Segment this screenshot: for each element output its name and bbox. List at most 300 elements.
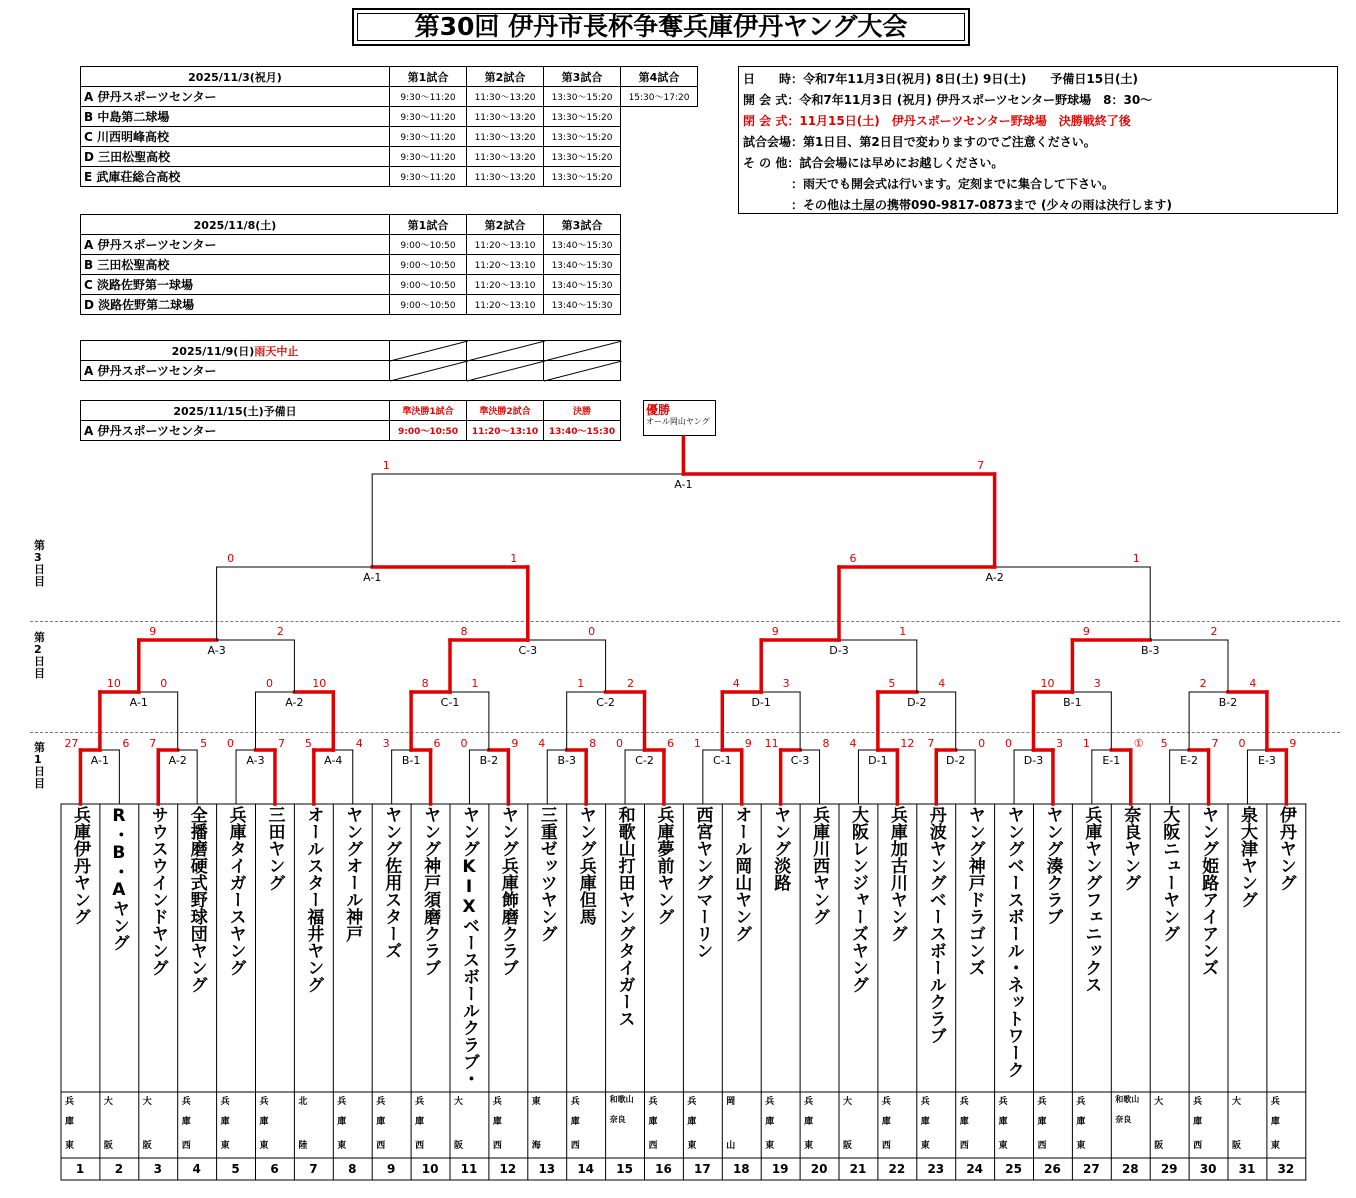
time-cell: 9:00～10:50 [390,255,467,275]
time-cell: 13:40～15:30 [544,275,621,295]
match-label: C-2 [596,696,615,709]
score-left: 5 [304,737,312,750]
team-number: 29 [1160,1162,1178,1176]
region-text: 兵 [998,1097,1008,1107]
region-text: 兵 [881,1097,891,1107]
team-region [528,1092,566,1156]
score-right: 6 [666,737,674,750]
day-label-2: 第2日目 [34,631,45,680]
score-left: 1 [693,737,701,750]
score-left: 2 [1199,677,1207,690]
team-number: 8 [348,1162,357,1176]
score-left: 8 [421,677,429,690]
region-text: 兵 [687,1097,697,1107]
team-number: 3 [153,1162,162,1176]
score-left: 11 [764,737,779,750]
team-region [1034,1092,1072,1156]
score-left: 27 [64,737,79,750]
time-cell: 11:20～13:10 [467,275,544,295]
team-region [61,1092,99,1156]
region-text: 西 [959,1141,969,1151]
match-label: D-2 [907,696,927,709]
time-cell: 9:30～11:20 [390,87,467,107]
score-left: 0 [266,677,273,690]
region-text: 阪 [1232,1141,1242,1151]
time-cell: 9:30～11:20 [390,167,467,187]
region-text: 阪 [142,1141,152,1151]
score-left: 1 [1082,737,1090,750]
score-right: 6 [433,737,441,750]
time-cell: 9:00～10:50 [390,275,467,295]
team-region [683,1092,721,1156]
team-name: オール岡山ヤング [731,806,752,942]
schedule-date: 2025/11/3(祝月) [81,67,390,87]
time-cell: 9:30～11:20 [390,147,467,167]
score-right: 4 [355,737,363,750]
score-right: 0 [978,737,986,750]
score-left: 4 [732,677,740,690]
region-text: 庫 [1270,1117,1280,1127]
info-line: ：雨天でも開会式は行います。定刻までに集合して下さい。 [743,177,1115,191]
time-cell: 11:20～13:10 [467,235,544,255]
region-text: 和歌山 [609,1095,634,1104]
team-number: 16 [655,1162,672,1176]
info-line: 試合会場：第1日目、第2日目で変わりますのでご注意ください。 [743,135,1096,149]
region-text: 和歌山 [1115,1095,1140,1104]
score-left: 9 [1082,625,1090,638]
team-name: 兵庫ヤングフェニックス [1081,806,1102,993]
region-text: 兵 [492,1097,502,1107]
score-left: 5 [1160,737,1168,750]
score-right: 4 [938,677,946,690]
region-text: 大 [142,1097,152,1107]
team-name: 丹波ヤングベースボールクラブ [925,806,946,1044]
region-text: 兵 [959,1097,969,1107]
schedule-header: 第3試合 [544,67,621,87]
match-label: A-2 [285,696,304,709]
team-name: 兵庫加古川ヤング [886,806,907,942]
score-left: 6 [849,552,857,565]
time-cell: 11:20～13:10 [467,295,544,315]
region-text: 庫 [570,1117,580,1127]
team-region [917,1092,955,1156]
time-cell: 9:00～10:50 [390,421,467,441]
region-text: 庫 [998,1117,1008,1127]
region-text: 西 [570,1141,580,1151]
team-region [1072,1092,1110,1156]
region-text: 東 [765,1141,775,1151]
team-region [372,1092,410,1156]
team-name: ヤング湊クラブ [1042,806,1063,925]
score-right: 8 [589,737,597,750]
team-region [1189,1092,1227,1156]
region-text: 兵 [337,1097,347,1107]
match-label: B-1 [401,754,421,767]
team-name: ヤング神戸ドラゴンズ [964,806,985,976]
team-name: 三田ヤング [264,806,285,891]
time-cell: 13:30～15:20 [544,107,621,127]
schedule-header: 準決勝1試合 [390,401,467,421]
day3-date: 2025/11/9(日) [171,344,255,358]
region-text: 西 [881,1141,891,1151]
team-region [956,1092,994,1156]
match-label: A-1 [129,696,148,709]
match-label: A-2 [168,754,187,767]
team-number: 1 [75,1162,85,1176]
team-region [1267,1092,1305,1156]
team-region [995,1092,1033,1156]
score-right: 7 [277,737,285,750]
day-label-3: 第3日目 [34,539,45,588]
team-name: 兵庫伊丹ヤング [70,806,90,925]
time-cell: 9:30～11:20 [390,107,467,127]
team-number: 7 [309,1162,318,1176]
team-number: 30 [1199,1162,1217,1176]
team-region [645,1092,683,1156]
region-text: 兵 [1076,1097,1086,1107]
team-number: 6 [270,1162,279,1176]
region-text: 庫 [415,1117,425,1127]
score-left: 3 [382,737,390,750]
region-text: 東 [998,1141,1008,1151]
score-right: 9 [744,737,752,750]
match-label: C-1 [440,696,460,709]
region-text: 兵 [765,1097,775,1107]
team-name: ヤング兵庫飾磨クラブ [497,806,518,976]
region-text: 西 [648,1141,658,1151]
venue: C 川西明峰高校 [81,127,390,147]
team-region [178,1092,216,1156]
team-name: ヤング神戸須磨クラブ [420,806,441,976]
region-text: 海 [531,1141,541,1151]
match-label: B-2 [479,754,499,767]
score-right: 1 [1132,552,1140,565]
region-text: 庫 [65,1117,75,1127]
score-left: 8 [460,625,468,638]
team-region [1228,1092,1266,1156]
region-text: 庫 [259,1117,269,1127]
venue: D 淡路佐野第二球場 [81,295,390,315]
match-label: C-1 [712,754,732,767]
team-region [878,1092,916,1156]
score-left: 0 [227,552,235,565]
score-right: 2 [627,677,634,690]
team-name: 和歌山打田ヤングタイガース [614,806,635,1027]
region-text: 大 [1154,1097,1164,1107]
region-text: 庫 [181,1117,191,1127]
rain-cancel-note: 雨天中止 [254,344,299,358]
info-line: 日 時：令和7年11月3日(祝月) 8日(土) 9日(土) 予備日15日(土) [743,72,1139,86]
region-text: 庫 [492,1117,502,1127]
venue: B 中島第二球場 [81,107,390,127]
match-label: A-1 [674,478,693,491]
venue: A 伊丹スポーツセンター [81,361,390,381]
time-cell: 13:30～15:20 [544,87,621,107]
time-cell: 11:30～13:20 [467,107,544,127]
region-text: 奈良 [1115,1115,1132,1124]
region-text: 庫 [1193,1117,1203,1127]
region-text: 西 [1037,1141,1047,1151]
score-right: 2 [1210,625,1218,638]
match-label: C-3 [518,644,538,657]
team-region [100,1092,138,1156]
time-cell: 11:20～13:10 [467,421,544,441]
team-number: 25 [1005,1162,1022,1176]
time-cell: 9:30～11:20 [390,127,467,147]
region-text: 東 [804,1141,814,1151]
info-line: 閉 会 式：11月15日(土) 伊丹スポーツセンター野球場 決勝戦終了後 [743,114,1131,128]
team-name: 三重ゼッツヤング [536,806,557,942]
region-text: 大 [103,1097,113,1107]
region-text: 兵 [1193,1097,1203,1107]
team-number: 5 [231,1162,240,1176]
match-label: A-3 [246,754,265,767]
region-text: 大 [454,1097,464,1107]
region-text: 西 [1193,1141,1203,1151]
match-label: E-2 [1180,754,1199,767]
team-name: ヤング佐用スターズ [381,806,402,959]
score-right: 2 [276,625,284,638]
score-right: 3 [782,677,790,690]
team-number: 32 [1277,1162,1295,1176]
region-text: 兵 [804,1097,814,1107]
region-text: 岡 [726,1097,736,1107]
schedule-header: 第1試合 [390,67,467,87]
venue: A 伊丹スポーツセンター [81,87,390,107]
region-text: 兵 [920,1097,930,1107]
score-left: 10 [1040,677,1055,690]
region-text: 阪 [1154,1141,1164,1151]
team-number: 15 [616,1162,633,1176]
score-left: 0 [1238,737,1246,750]
venue: D 三田松聖高校 [81,147,390,167]
match-label: B-3 [557,754,576,767]
team-region [567,1092,605,1156]
team-number: 11 [460,1162,478,1176]
venue: A 伊丹スポーツセンター [81,421,390,441]
region-text: 庫 [881,1117,891,1127]
team-number: 14 [577,1162,595,1176]
schedule-header: 準決勝2試合 [467,401,544,421]
time-cell: 13:40～15:30 [544,255,621,275]
team-region [606,1092,644,1156]
score-right: 3 [1093,677,1101,690]
region-text: 庫 [648,1117,658,1127]
match-label: E-1 [1102,754,1121,767]
score-right: 12 [900,737,915,750]
score-left: 5 [888,677,896,690]
match-label: B-1 [1063,696,1082,709]
score-left: 0 [1005,737,1013,750]
score-left: 9 [771,625,779,638]
team-name: ヤング姫路アイアンズ [1198,806,1219,976]
schedule-header: 第2試合 [467,67,544,87]
team-region [489,1092,527,1156]
team-number: 4 [192,1162,201,1176]
team-number: 26 [1044,1162,1061,1176]
time-cell: 11:30～13:20 [467,127,544,147]
region-text: 兵 [259,1097,269,1107]
region-text: 庫 [220,1117,230,1127]
team-region [411,1092,449,1156]
team-number: 2 [114,1162,124,1176]
team-name: ヤングベースボール・ネットワーク [1003,806,1024,1078]
team-number: 19 [771,1162,789,1176]
time-cell: 13:40～15:30 [544,421,621,441]
score-left: 1 [382,459,390,472]
team-region [761,1092,799,1156]
match-label: C-2 [635,754,654,767]
team-region [722,1092,760,1156]
team-number: 31 [1238,1162,1256,1176]
region-text: 東 [687,1141,697,1151]
score-right: 1 [899,625,907,638]
score-left: 0 [460,737,468,750]
team-name: R・B・Aヤング [108,806,129,951]
region-text: 大 [843,1097,853,1107]
match-label: A-3 [207,644,226,657]
schedule-header: 第3試合 [544,215,621,235]
schedule-header: 第1試合 [390,215,467,235]
team-region [1150,1092,1188,1156]
score-right: ① [1133,737,1144,750]
region-text: 東 [531,1097,541,1107]
region-text: 西 [181,1141,191,1151]
region-text: 西 [415,1141,425,1151]
region-text: 東 [920,1141,930,1151]
team-number: 18 [732,1162,750,1176]
team-name: 伊丹ヤング [1275,806,1296,891]
team-name: ヤング兵庫但馬 [575,806,596,925]
score-right: 10 [312,677,327,690]
score-right: 9 [511,737,519,750]
score-right: 8 [822,737,830,750]
region-text: 西 [492,1141,502,1151]
score-left: 4 [849,737,857,750]
team-name: 奈良ヤング [1120,806,1141,891]
team-number: 20 [810,1162,828,1176]
region-text: 東 [220,1141,230,1151]
team-region [450,1092,488,1156]
team-name: 兵庫夢前ヤング [653,806,674,925]
match-label: A-2 [985,571,1004,584]
score-left: 10 [106,677,121,690]
schedule-date: 2025/11/8(土) [81,215,390,235]
time-cell: 13:30～15:20 [544,127,621,147]
match-label: A-4 [324,754,343,767]
region-text: 東 [259,1141,269,1151]
region-text: 庫 [959,1117,969,1127]
team-name: オールスター福井ヤング [303,806,324,993]
time-cell: 11:20～13:10 [467,255,544,275]
team-number: 28 [1121,1162,1139,1176]
score-right: 7 [1211,737,1219,750]
team-region [256,1092,294,1156]
team-region [139,1092,177,1156]
team-number: 22 [888,1162,906,1176]
team-number: 13 [538,1162,556,1176]
region-text: 東 [65,1141,75,1151]
time-cell: 15:30～17:20 [621,87,698,107]
team-name: ヤングKIXベースボールクラブ・ [459,806,479,1087]
region-text: 大 [1232,1097,1242,1107]
region-text: 兵 [65,1097,75,1107]
winner-team: オール岡山ヤング [646,417,710,426]
team-name: ヤングオール神戸 [342,806,363,942]
venue: A 伊丹スポーツセンター [81,235,390,255]
match-label: B-2 [1218,696,1238,709]
region-text: 阪 [103,1141,113,1151]
team-name: 兵庫川西ヤング [809,806,830,925]
score-left: 9 [149,625,157,638]
team-number: 24 [966,1162,984,1176]
region-text: 北 [298,1097,308,1107]
time-cell: 11:30～13:20 [467,167,544,187]
day-label-1: 第1日目 [34,741,45,790]
score-right: 6 [122,737,130,750]
schedule-date: 2025/11/15(土)予備日 [81,401,390,421]
score-right: 1 [510,552,518,565]
region-text: 兵 [1270,1097,1280,1107]
region-text: 庫 [1076,1117,1086,1127]
team-name: 兵庫タイガースヤング [225,806,246,976]
team-name: ヤング淡路 [770,806,791,891]
region-text: 奈良 [609,1115,626,1124]
region-text: 庫 [376,1117,386,1127]
venue: E 武庫荘総合高校 [81,167,390,187]
score-right: 7 [977,459,985,472]
time-cell: 9:00～10:50 [390,295,467,315]
region-text: 東 [337,1141,347,1151]
region-text: 兵 [648,1097,658,1107]
team-region [800,1092,838,1156]
time-cell: 13:40～15:30 [544,295,621,315]
time-cell: 9:00～10:50 [390,235,467,255]
match-label: A-1 [90,754,110,767]
team-region [1111,1092,1149,1156]
team-region [217,1092,255,1156]
team-number: 17 [694,1162,711,1176]
region-text: 兵 [376,1097,386,1107]
schedule-header: 決勝 [544,401,621,421]
score-right: 1 [471,677,479,690]
team-number: 10 [421,1162,439,1176]
team-region [839,1092,877,1156]
match-label: D-1 [751,696,771,709]
region-text: 庫 [920,1117,930,1127]
region-text: 阪 [843,1141,853,1151]
match-label: B-3 [1140,644,1160,657]
region-text: 阪 [454,1141,464,1151]
score-right: 9 [1289,737,1297,750]
region-text: 庫 [765,1117,775,1127]
team-name: 泉大津ヤング [1237,806,1257,908]
winner-label: 優勝 [646,403,671,417]
venue: B 三田松聖高校 [81,255,390,275]
info-line: 開 会 式：令和7年11月3日 (祝月) 伊丹スポーツセンター野球場 8：30～ [743,93,1153,107]
score-right: 5 [200,737,208,750]
region-text: 庫 [687,1117,697,1127]
region-text: 東 [1076,1141,1086,1151]
match-label: D-3 [829,644,849,657]
info-line: ：その他は土屋の携帯090-9817-0873まで (少々の雨は決行します) [743,198,1172,212]
time-cell: 13:40～15:30 [544,235,621,255]
region-text: 陸 [298,1141,308,1151]
match-label: C-3 [790,754,810,767]
team-number: 27 [1083,1162,1100,1176]
score-left: 7 [927,737,935,750]
region-text: 山 [726,1141,736,1151]
